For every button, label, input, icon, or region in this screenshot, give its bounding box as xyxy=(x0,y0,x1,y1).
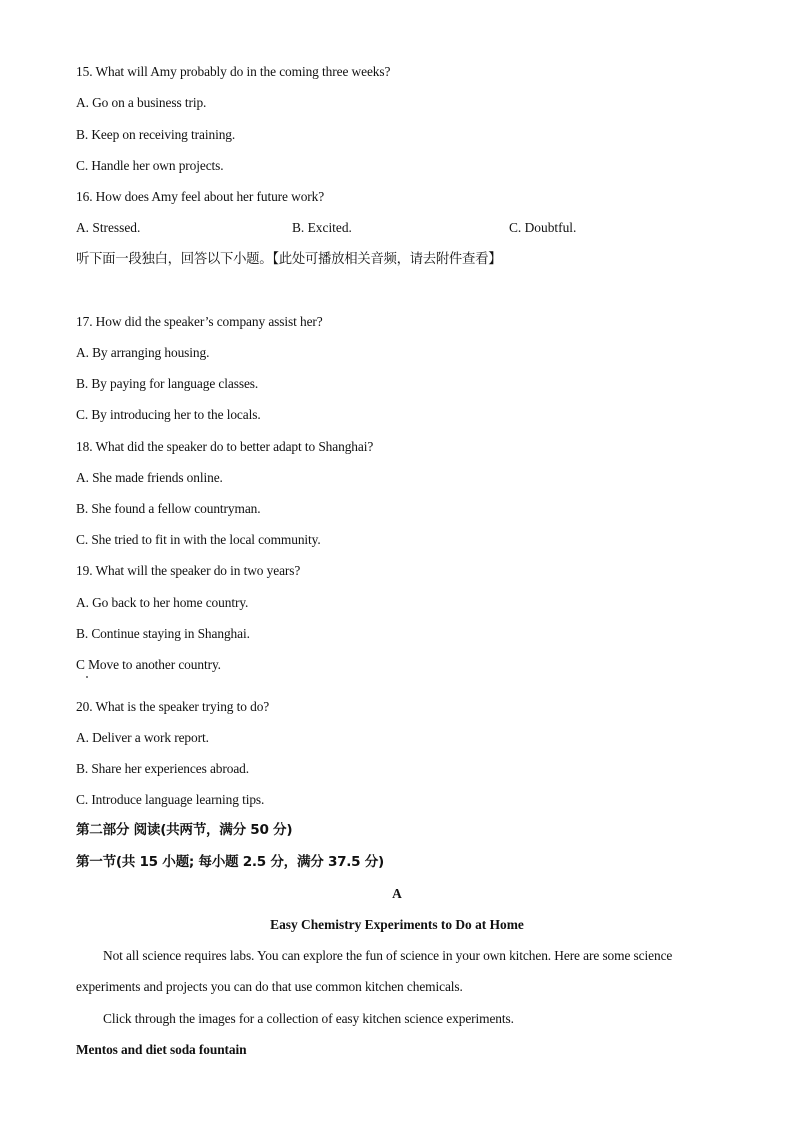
q15-option-a: A. Go on a business trip. xyxy=(76,95,207,110)
q17-option-c: C. By introducing her to the locals. xyxy=(76,407,261,422)
q19-stem: 19. What will the speaker do in two years? xyxy=(76,563,301,578)
q16-option-b: B. Excited. xyxy=(292,220,352,235)
q20-option-c: C. Introduce language learning tips. xyxy=(76,792,265,807)
monologue-instruction: 听下面一段独白，回答以下小题。【此处可播放相关音频，请去附件查看】 xyxy=(76,252,502,267)
q15-option-b: B. Keep on receiving training. xyxy=(76,127,236,142)
q20-stem: 20. What is the speaker trying to do? xyxy=(76,699,270,714)
q15-stem: 15. What will Amy probably do in the coming three weeks? xyxy=(76,64,391,79)
q18-option-a: A. She made friends online. xyxy=(76,470,223,485)
q15-option-c: C. Handle her own projects. xyxy=(76,158,224,173)
q16-stem: 16. How does Amy feel about her future work? xyxy=(76,189,325,204)
paragraph-1-line-1: Not all science requires labs. You can explore the fun of science in your own kitchen. Here are some science xyxy=(103,948,673,963)
section1-heading: 第一节(共 15 小题; 每小题 2.5 分，满分 37.5 分) xyxy=(76,854,384,870)
q19-option-a: A. Go back to her home country. xyxy=(76,595,249,610)
passage-title: Easy Chemistry Experiments to Do at Home xyxy=(270,917,524,932)
subheading: Mentos and diet soda fountain xyxy=(76,1042,247,1057)
q18-stem: 18. What did the speaker do to better adapt to Shanghai? xyxy=(76,439,374,454)
section1-heading-wrap xyxy=(76,854,384,871)
q16-option-c: C. Doubtful. xyxy=(509,220,577,235)
q19-option-c: C Move to another country. xyxy=(76,657,221,672)
paragraph-2: Click through the images for a collection of easy kitchen science experiments. xyxy=(103,1011,514,1026)
part2-heading: 第二部分 阅读(共两节，满分 50 分) xyxy=(76,822,293,838)
q19-option-b: B. Continue staying in Shanghai. xyxy=(76,626,250,641)
q17-option-a: A. By arranging housing. xyxy=(76,345,210,360)
stray-dot xyxy=(86,676,88,678)
passage-letter: A xyxy=(392,886,402,901)
q16-option-a: A. Stressed. xyxy=(76,220,141,235)
paragraph-1-line-2: experiments and projects you can do that use common kitchen chemicals. xyxy=(76,979,463,994)
q20-option-a: A. Deliver a work report. xyxy=(76,730,209,745)
q17-stem: 17. How did the speaker’s company assist her? xyxy=(76,314,323,329)
q20-option-b: B. Share her experiences abroad. xyxy=(76,761,250,776)
part2-heading-wrap xyxy=(76,822,292,839)
q17-option-b: B. By paying for language classes. xyxy=(76,376,259,391)
q18-option-c: C. She tried to fit in with the local community. xyxy=(76,532,321,547)
q18-option-b: B. She found a fellow countryman. xyxy=(76,501,261,516)
